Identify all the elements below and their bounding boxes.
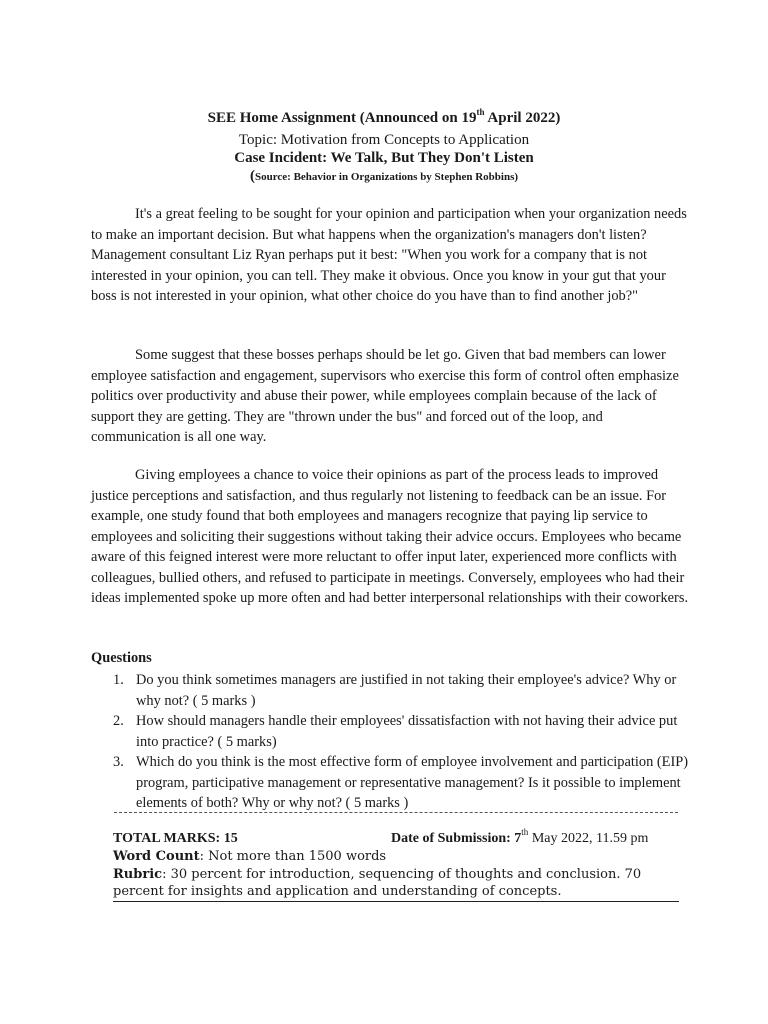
topic-line: Topic: Motivation from Concepts to Application — [238, 132, 530, 148]
assignment-footer — [113, 827, 679, 900]
source-line: (Source: Behavior in Organizations by Stephen Robbins) — [249, 168, 519, 184]
paragraph-3: Giving employees a chance to voice their opinions as part of the process leads to improved justice perceptions and satisfaction, and thus regularly not listening to feedback can be an issue. For example, one study found that both employees and managers recognize that paying lip service to employees and soliciting their suggestions without taking their advice occurs. Employees who became aware of this feigned interest were more reluctant to offer input later, experienced more conflicts with colleagues, bullied others, and refused to participate in meetings. Conversely, employees who had their ideas implemented spoke up more often and had better interpersonal relationships with their coworkers. — [91, 467, 689, 606]
case-incident-title: Case Incident: We Talk, But They Don't Listen — [234, 150, 534, 166]
question-item — [91, 752, 691, 814]
marks-date-row — [113, 827, 679, 848]
assignment-title: SEE Home Assignment (Announced on 19th April 2022) — [207, 107, 561, 126]
question-text: Do you think sometimes managers are justified in not taking their employee's advice? Why or why not? ( 5 marks ) — [136, 672, 677, 709]
submission-date: Date of Submission: 7th May 2022, 11.59 pm — [391, 827, 649, 846]
total-marks: TOTAL MARKS: 15 — [113, 831, 238, 846]
rubric-line: Rubric: 30 percent for introduction, sequencing of thoughts and conclusion. 70 percent for insights and application and understanding of concepts. — [113, 867, 642, 899]
footer-bottom-rule — [113, 901, 679, 902]
word-count-line: Word Count: Not more than 1500 words — [113, 849, 387, 864]
paragraph-2: Some suggest that these bosses perhaps should be let go. Given that bad members can lower employee satisfaction and engagement, supervisors who exercise this form of control often emphasize politics over productivity and abuse their power, while employees complain because of the lack of support they are getting. They are "thrown under the bus" and forced out of the loop, and communication is all one way. — [91, 347, 679, 445]
questions-heading: Questions — [91, 650, 152, 666]
paragraph-1: It's a great feeling to be sought for your opinion and participation when your organization needs to make an important decision. But what happens when the organization's managers don't listen? Management consultant Liz Ryan perhaps put it best: "When you work for a company that is not interested in your opinion, you can tell. They make it obvious. Once you know in your gut that your boss is not interested in your opinion, what other choice do you have than to find another job?" — [91, 206, 687, 304]
question-item — [91, 670, 691, 711]
title-superscript: th — [476, 107, 485, 117]
date-superscript: th — [521, 827, 529, 838]
question-number: 3. — [113, 754, 124, 770]
question-text: Which do you think is the most effective form of employee involvement and participation (EIP) program, participative management or representative management? Is it possible to implement elements of both? Why or why not? ( 5 marks ) — [136, 754, 689, 811]
question-text: How should managers handle their employees' dissatisfaction with not having their advice put into practice? ( 5 marks) — [136, 713, 678, 750]
question-item — [91, 711, 691, 752]
dashed-divider — [114, 812, 678, 814]
question-number: 1. — [113, 672, 124, 688]
questions-list — [91, 670, 691, 814]
question-number: 2. — [113, 713, 124, 729]
